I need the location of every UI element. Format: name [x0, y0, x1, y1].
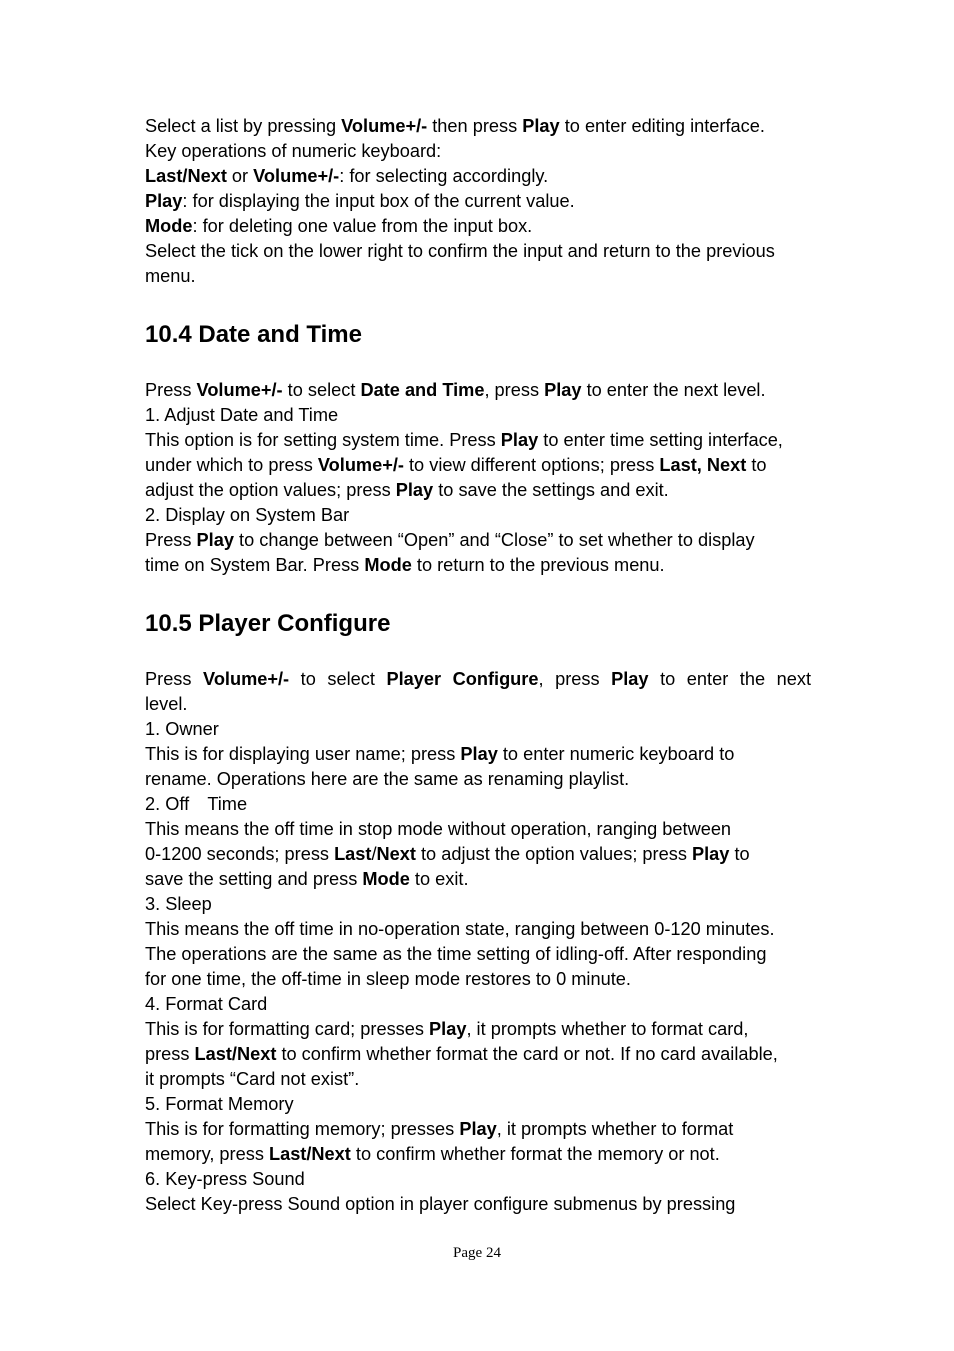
text-run: to select	[282, 380, 361, 400]
section-heading-10-4: 10.4 Date and Time	[145, 321, 362, 348]
bold-term: Play	[429, 1019, 467, 1039]
text-run: then press	[427, 116, 523, 136]
text-line	[145, 453, 811, 478]
text-run: press	[145, 1044, 195, 1064]
text-line	[145, 1192, 811, 1217]
text-run: to view different options; press	[403, 455, 660, 475]
text-run: to	[729, 844, 750, 864]
text-run: save the setting and press	[145, 869, 363, 889]
text-run: level.	[145, 694, 188, 714]
text-run: to confirm whether format the memory or not.	[350, 1144, 720, 1164]
text-line	[145, 667, 811, 692]
text-line	[145, 1042, 811, 1067]
text-line	[145, 428, 811, 453]
text-run: Key operations of numeric keyboard:	[145, 141, 442, 161]
text-run: 1. Owner	[145, 719, 219, 739]
text-run: to enter the next	[648, 669, 811, 689]
text-run: This means the off time in no-operation state, ranging between 0-120 minutes.	[145, 919, 775, 939]
bold-term: Last, Next	[659, 455, 747, 475]
text-line	[145, 867, 811, 892]
text-run: , it prompts whether to format card,	[466, 1019, 749, 1039]
bold-term: Mode	[145, 216, 193, 236]
text-run: Select a list by pressing	[145, 116, 342, 136]
text-run: for one time, the off-time in sleep mode restores to 0 minute.	[145, 969, 631, 989]
text-run: Select Key-press Sound option in player configure submenus by pressing	[145, 1194, 736, 1214]
text-run: : for deleting one value from the input box.	[192, 216, 533, 236]
text-line	[145, 503, 811, 528]
bold-term: Volume+/-	[196, 380, 283, 400]
bold-term: Play	[522, 116, 560, 136]
text-run: : for selecting accordingly.	[339, 166, 549, 186]
text-line	[145, 1092, 811, 1117]
section-10-5-body	[145, 667, 811, 1217]
text-run: to enter numeric keyboard to	[497, 744, 735, 764]
text-run: This option is for setting system time. Press	[145, 430, 501, 450]
text-run: to exit.	[409, 869, 469, 889]
text-run: 2. Off Time	[145, 794, 248, 814]
text-run: 4. Format Card	[145, 994, 268, 1014]
text-run: 6. Key-press Sound	[145, 1169, 305, 1189]
text-run: 5. Format Memory	[145, 1094, 294, 1114]
text-line	[145, 189, 811, 214]
bold-term: Player Configure	[386, 669, 539, 689]
text-line	[145, 1167, 811, 1192]
bold-term: Last/Next	[194, 1044, 277, 1064]
text-run: Press	[145, 669, 204, 689]
text-run: to	[746, 455, 767, 475]
text-run: to enter time setting interface,	[538, 430, 783, 450]
text-run: to change between “Open” and “Close” to set whether to display	[233, 530, 755, 550]
text-run: to enter editing interface.	[559, 116, 765, 136]
bold-term: Next	[376, 844, 416, 864]
text-line	[145, 114, 811, 139]
text-run: The operations are the same as the time setting of idling-off. After responding	[145, 944, 767, 964]
text-line	[145, 1017, 811, 1042]
text-run: This is for formatting memory; presses	[145, 1119, 460, 1139]
text-line	[145, 967, 811, 992]
bold-term: Play	[544, 380, 582, 400]
text-run: to select	[289, 669, 387, 689]
text-run: This is for formatting card; presses	[145, 1019, 430, 1039]
text-run: adjust the option values; press	[145, 480, 396, 500]
text-line	[145, 817, 811, 842]
bold-term: Last	[334, 844, 372, 864]
text-run: rename. Operations here are the same as renaming playlist.	[145, 769, 630, 789]
bold-term: Play	[500, 430, 539, 450]
text-line	[145, 214, 811, 239]
text-run: memory, press	[145, 1144, 269, 1164]
bold-term: Last/Next	[268, 1144, 351, 1164]
text-line	[145, 892, 811, 917]
bold-term: Volume+/-	[203, 669, 290, 689]
text-line	[145, 692, 811, 717]
bold-term: Last/Next	[145, 166, 227, 186]
bold-term: Play	[395, 480, 434, 500]
text-run: 3. Sleep	[145, 894, 212, 914]
text-run: : for displaying the input box of the current value.	[182, 191, 575, 211]
text-run: it prompts “Card not exist”.	[145, 1069, 360, 1089]
text-run: 0-1200 seconds; press	[145, 844, 335, 864]
text-line	[145, 239, 811, 264]
bold-term: Play	[460, 744, 498, 764]
text-line	[145, 139, 811, 164]
bold-term: Play	[196, 530, 234, 550]
text-run: Select the tick on the lower right to confirm the input and return to the previous	[145, 241, 775, 261]
bold-term: Date and Time	[360, 380, 485, 400]
text-line	[145, 792, 811, 817]
text-run: menu.	[145, 266, 196, 286]
page-content	[145, 114, 811, 1217]
page-number: Page 24	[453, 1245, 501, 1261]
text-run: 1. Adjust Date and Time	[145, 405, 339, 425]
text-run: to enter the next level.	[581, 380, 766, 400]
text-run: time on System Bar. Press	[145, 555, 365, 575]
text-line	[145, 767, 811, 792]
text-run: under which to press	[145, 455, 318, 475]
text-line	[145, 403, 811, 428]
text-line	[145, 478, 811, 503]
text-line	[145, 528, 811, 553]
text-run: 2. Display on System Bar	[145, 505, 350, 525]
section-10-4-body	[145, 378, 811, 578]
text-line	[145, 164, 811, 189]
text-line	[145, 1142, 811, 1167]
intro-paragraph	[145, 114, 811, 289]
bold-term: Mode	[364, 555, 412, 575]
text-run: /	[371, 844, 377, 864]
text-line	[145, 1067, 811, 1092]
text-line	[145, 1117, 811, 1142]
bold-term: Volume+/-	[341, 116, 428, 136]
text-line	[145, 378, 811, 403]
section-heading-10-5: 10.5 Player Configure	[145, 610, 391, 637]
bold-term: Mode	[362, 869, 410, 889]
bold-term: Volume+/-	[253, 166, 340, 186]
text-run: Press	[145, 530, 197, 550]
text-run: or	[226, 166, 254, 186]
bold-term: Volume+/-	[317, 455, 404, 475]
bold-term: Play	[611, 669, 649, 689]
text-line	[145, 553, 811, 578]
text-run: This is for displaying user name; press	[145, 744, 461, 764]
text-line	[145, 942, 811, 967]
text-line	[145, 992, 811, 1017]
text-run: This means the off time in stop mode without operation, ranging between	[145, 819, 732, 839]
text-run: , press	[484, 380, 545, 400]
text-run: to save the settings and exit.	[433, 480, 669, 500]
text-line	[145, 717, 811, 742]
text-line	[145, 842, 811, 867]
text-run: to return to the previous menu.	[411, 555, 665, 575]
text-run: to confirm whether format the card or not. If no card available,	[276, 1044, 778, 1064]
text-line	[145, 264, 811, 289]
text-run: Press	[145, 380, 197, 400]
bold-term: Play	[691, 844, 730, 864]
text-run: , it prompts whether to format	[496, 1119, 734, 1139]
text-line	[145, 742, 811, 767]
text-run: to adjust the option values; press	[415, 844, 692, 864]
text-line	[145, 917, 811, 942]
text-run: , press	[538, 669, 612, 689]
bold-term: Play	[459, 1119, 497, 1139]
bold-term: Play	[145, 191, 183, 211]
